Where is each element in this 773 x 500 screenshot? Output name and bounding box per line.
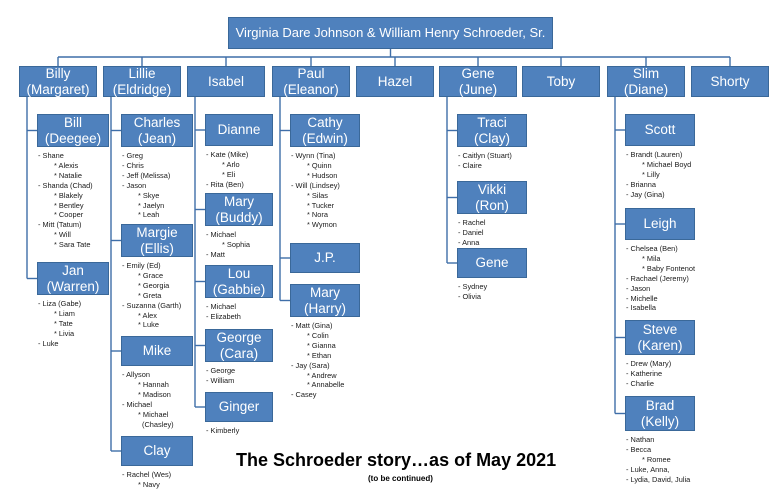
grandchild-box-gene_jr: Gene bbox=[457, 248, 527, 278]
notes-mary_buddy bbox=[206, 230, 250, 260]
note-line: * Annabelle bbox=[307, 380, 345, 390]
note-line: - Jason bbox=[626, 283, 651, 293]
notes-dianne bbox=[206, 150, 248, 190]
note-line: * Blakely bbox=[54, 190, 83, 200]
note-line: - Suzanna (Garth) bbox=[122, 300, 182, 310]
note-line: - Emily (Ed) bbox=[122, 261, 161, 270]
note-line: * Liam bbox=[54, 308, 75, 318]
note-line: * Bentley bbox=[54, 200, 84, 210]
note-line: - Jay (Sara) bbox=[291, 360, 330, 370]
note-line: - Chris bbox=[122, 160, 144, 170]
note-line: - Jay (Gina) bbox=[626, 189, 665, 199]
note-line: - Allyson bbox=[122, 370, 150, 379]
note-line: - Elizabeth bbox=[206, 311, 241, 321]
notes-brad bbox=[626, 435, 690, 485]
note-line: * Romee bbox=[642, 454, 671, 464]
note-line: * Sara Tate bbox=[54, 240, 91, 250]
note-line: * Hudson bbox=[307, 170, 338, 180]
note-line: * Greta bbox=[138, 290, 162, 300]
note-line: - Chelsea (Ben) bbox=[626, 244, 678, 253]
child-box-billy: Billy (Margaret) bbox=[19, 66, 97, 97]
note-line: - Olivia bbox=[458, 291, 481, 301]
note-line: - Rita (Ben) bbox=[206, 179, 244, 189]
child-box-shorty: Shorty bbox=[691, 66, 769, 97]
note-line: * Livia bbox=[54, 328, 75, 338]
grandchild-box-dianne: Dianne bbox=[205, 114, 273, 146]
grandchild-box-margie: Margie (Ellis) bbox=[121, 224, 193, 257]
note-line: - Brandt (Lauren) bbox=[626, 150, 683, 159]
note-line: - Mitt (Tatum) bbox=[38, 220, 82, 230]
note-line: * Colin bbox=[307, 330, 329, 340]
note-line: * Navy bbox=[138, 479, 160, 489]
notes-leigh bbox=[626, 244, 695, 313]
grandchild-box-vikki: Vikki (Ron) bbox=[457, 181, 527, 214]
note-line: - Jason bbox=[122, 180, 147, 190]
note-line: - George bbox=[206, 366, 236, 375]
note-line: - Brianna bbox=[626, 179, 656, 189]
child-box-lillie: Lillie (Eldridge) bbox=[103, 66, 181, 97]
notes-lou bbox=[206, 302, 241, 322]
grandchild-box-mary_harry: Mary (Harry) bbox=[290, 284, 360, 317]
note-line: - Michael bbox=[206, 230, 236, 239]
note-line: - Greg bbox=[122, 151, 143, 160]
note-line: * Silas bbox=[307, 190, 328, 200]
notes-george bbox=[206, 366, 235, 386]
grandchild-box-jp: J.P. bbox=[290, 243, 360, 273]
note-line: - Matt bbox=[206, 249, 225, 259]
note-line: * Gianna bbox=[307, 340, 336, 350]
note-line: * Nora bbox=[307, 210, 328, 220]
footer-subtitle: (to be continued) bbox=[368, 474, 433, 483]
note-line: * Madison bbox=[138, 389, 171, 399]
grandchild-box-scott: Scott bbox=[625, 114, 695, 146]
note-line: * Michael bbox=[138, 409, 169, 419]
note-line: * Michael Boyd bbox=[642, 159, 692, 169]
footer-title: The Schroeder story…as of May 2021 bbox=[236, 450, 557, 470]
note-line: * Wymon bbox=[307, 220, 337, 230]
note-line: * Tate bbox=[54, 318, 73, 328]
note-line: * Georgia bbox=[138, 280, 170, 290]
note-line: - Wynn (Tina) bbox=[291, 151, 336, 160]
note-line: * Ethan bbox=[307, 350, 332, 360]
note-line: - Isabella bbox=[626, 303, 656, 313]
note-line: - Matt (Gina) bbox=[291, 321, 333, 330]
notes-ginger bbox=[206, 426, 239, 436]
grandchild-box-george: George (Cara) bbox=[205, 329, 273, 362]
child-box-isabel: Isabel bbox=[187, 66, 265, 97]
note-line: - Anna bbox=[458, 237, 480, 247]
notes-clay bbox=[122, 470, 171, 490]
note-line: * Grace bbox=[138, 270, 164, 280]
note-line: * Leah bbox=[138, 210, 160, 220]
note-line: * Natalie bbox=[54, 170, 82, 180]
child-box-slim: Slim (Diane) bbox=[607, 66, 685, 97]
note-line: * Tucker bbox=[307, 200, 335, 210]
child-box-toby: Toby bbox=[522, 66, 600, 97]
note-line: * Sophia bbox=[222, 239, 250, 249]
note-line: * Lilly bbox=[642, 169, 660, 179]
note-line: * Jaelyn bbox=[138, 200, 165, 210]
notes-vikki bbox=[458, 218, 486, 248]
note-line: * Quinn bbox=[307, 160, 332, 170]
child-box-gene: Gene (June) bbox=[439, 66, 517, 97]
note-line: * Andrew bbox=[307, 370, 337, 380]
note-line: - Rachael (Jeremy) bbox=[626, 273, 689, 283]
grandchild-box-mike: Mike bbox=[121, 336, 193, 366]
note-line: - Sydney bbox=[458, 282, 488, 291]
grandchild-box-cathy: Cathy (Edwin) bbox=[290, 114, 360, 147]
grandchild-box-charles: Charles (Jean) bbox=[121, 114, 193, 147]
notes-scott bbox=[626, 150, 691, 200]
note-line: * Skye bbox=[138, 190, 160, 200]
notes-bill bbox=[38, 151, 93, 250]
note-line: - Michael bbox=[122, 399, 152, 409]
note-line: * Cooper bbox=[54, 210, 84, 220]
note-line: - Michael bbox=[206, 302, 236, 311]
grandchild-box-traci: Traci (Clay) bbox=[457, 114, 527, 147]
notes-steve bbox=[626, 359, 671, 389]
grandchild-box-mary_buddy: Mary (Buddy) bbox=[205, 193, 273, 226]
note-line: - Luke, Anna, bbox=[626, 464, 670, 474]
grandchild-box-brad: Brad (Kelly) bbox=[625, 396, 695, 431]
note-line: - Michelle bbox=[626, 293, 658, 303]
notes-mike bbox=[122, 370, 174, 429]
note-line: - Claire bbox=[458, 160, 482, 170]
note-line: - Jeff (Melissa) bbox=[122, 170, 171, 180]
note-line: - Rachel bbox=[458, 218, 486, 227]
note-line: - Lydia, David, Julia bbox=[626, 474, 691, 484]
notes-cathy bbox=[291, 151, 340, 230]
note-line: * Hannah bbox=[138, 379, 169, 389]
grandchild-box-leigh: Leigh bbox=[625, 208, 695, 240]
note-line: - Shane bbox=[38, 151, 64, 160]
note-line: - Shanda (Chad) bbox=[38, 180, 93, 190]
note-line: - William bbox=[206, 375, 235, 385]
note-line: * Will bbox=[54, 230, 71, 240]
notes-mary_harry bbox=[291, 321, 344, 400]
note-line: - Luke bbox=[38, 338, 59, 348]
grandchild-box-steve: Steve (Karen) bbox=[625, 320, 695, 355]
note-line: - Nathan bbox=[626, 435, 655, 444]
notes-margie bbox=[122, 261, 181, 330]
child-box-paul: Paul (Eleanor) bbox=[272, 66, 350, 97]
note-line: - Caitlyn (Stuart) bbox=[458, 151, 512, 160]
note-line: - Katherine bbox=[626, 368, 663, 378]
note-line: * Arlo bbox=[222, 159, 240, 169]
note-line: - Will (Lindsey) bbox=[291, 180, 340, 190]
note-line: - Rachel (Wes) bbox=[122, 470, 172, 479]
note-line: - Becca bbox=[626, 444, 652, 454]
notes-charles bbox=[122, 151, 170, 220]
grandchild-box-ginger: Ginger bbox=[205, 392, 273, 422]
note-line: - Kimberly bbox=[206, 426, 240, 435]
note-line: (Chasley) bbox=[142, 419, 174, 429]
note-line: - Liza (Gabe) bbox=[38, 299, 82, 308]
note-line: * Baby Fontenot bbox=[642, 263, 696, 273]
note-line: - Casey bbox=[291, 390, 317, 400]
note-line: * Luke bbox=[138, 320, 159, 330]
note-line: * Alexis bbox=[54, 160, 79, 170]
note-line: * Mila bbox=[642, 253, 661, 263]
note-line: - Daniel bbox=[458, 227, 484, 237]
grandchild-box-clay: Clay bbox=[121, 436, 193, 466]
grandchild-box-jan: Jan (Warren) bbox=[37, 262, 109, 295]
notes-gene_jr bbox=[458, 282, 487, 302]
note-line: - Drew (Mary) bbox=[626, 359, 672, 368]
note-line: - Charlie bbox=[626, 378, 654, 388]
notes-traci bbox=[458, 151, 512, 171]
note-line: - Kate (Mike) bbox=[206, 150, 249, 159]
note-line: * Alex bbox=[138, 310, 157, 320]
child-box-hazel: Hazel bbox=[356, 66, 434, 97]
root-couple-box: Virginia Dare Johnson & William Henry Schroeder, Sr. bbox=[228, 17, 553, 49]
grandchild-box-bill: Bill (Deegee) bbox=[37, 114, 109, 147]
note-line: * Eli bbox=[222, 169, 236, 179]
grandchild-box-lou: Lou (Gabbie) bbox=[205, 265, 273, 298]
notes-jan bbox=[38, 299, 81, 349]
